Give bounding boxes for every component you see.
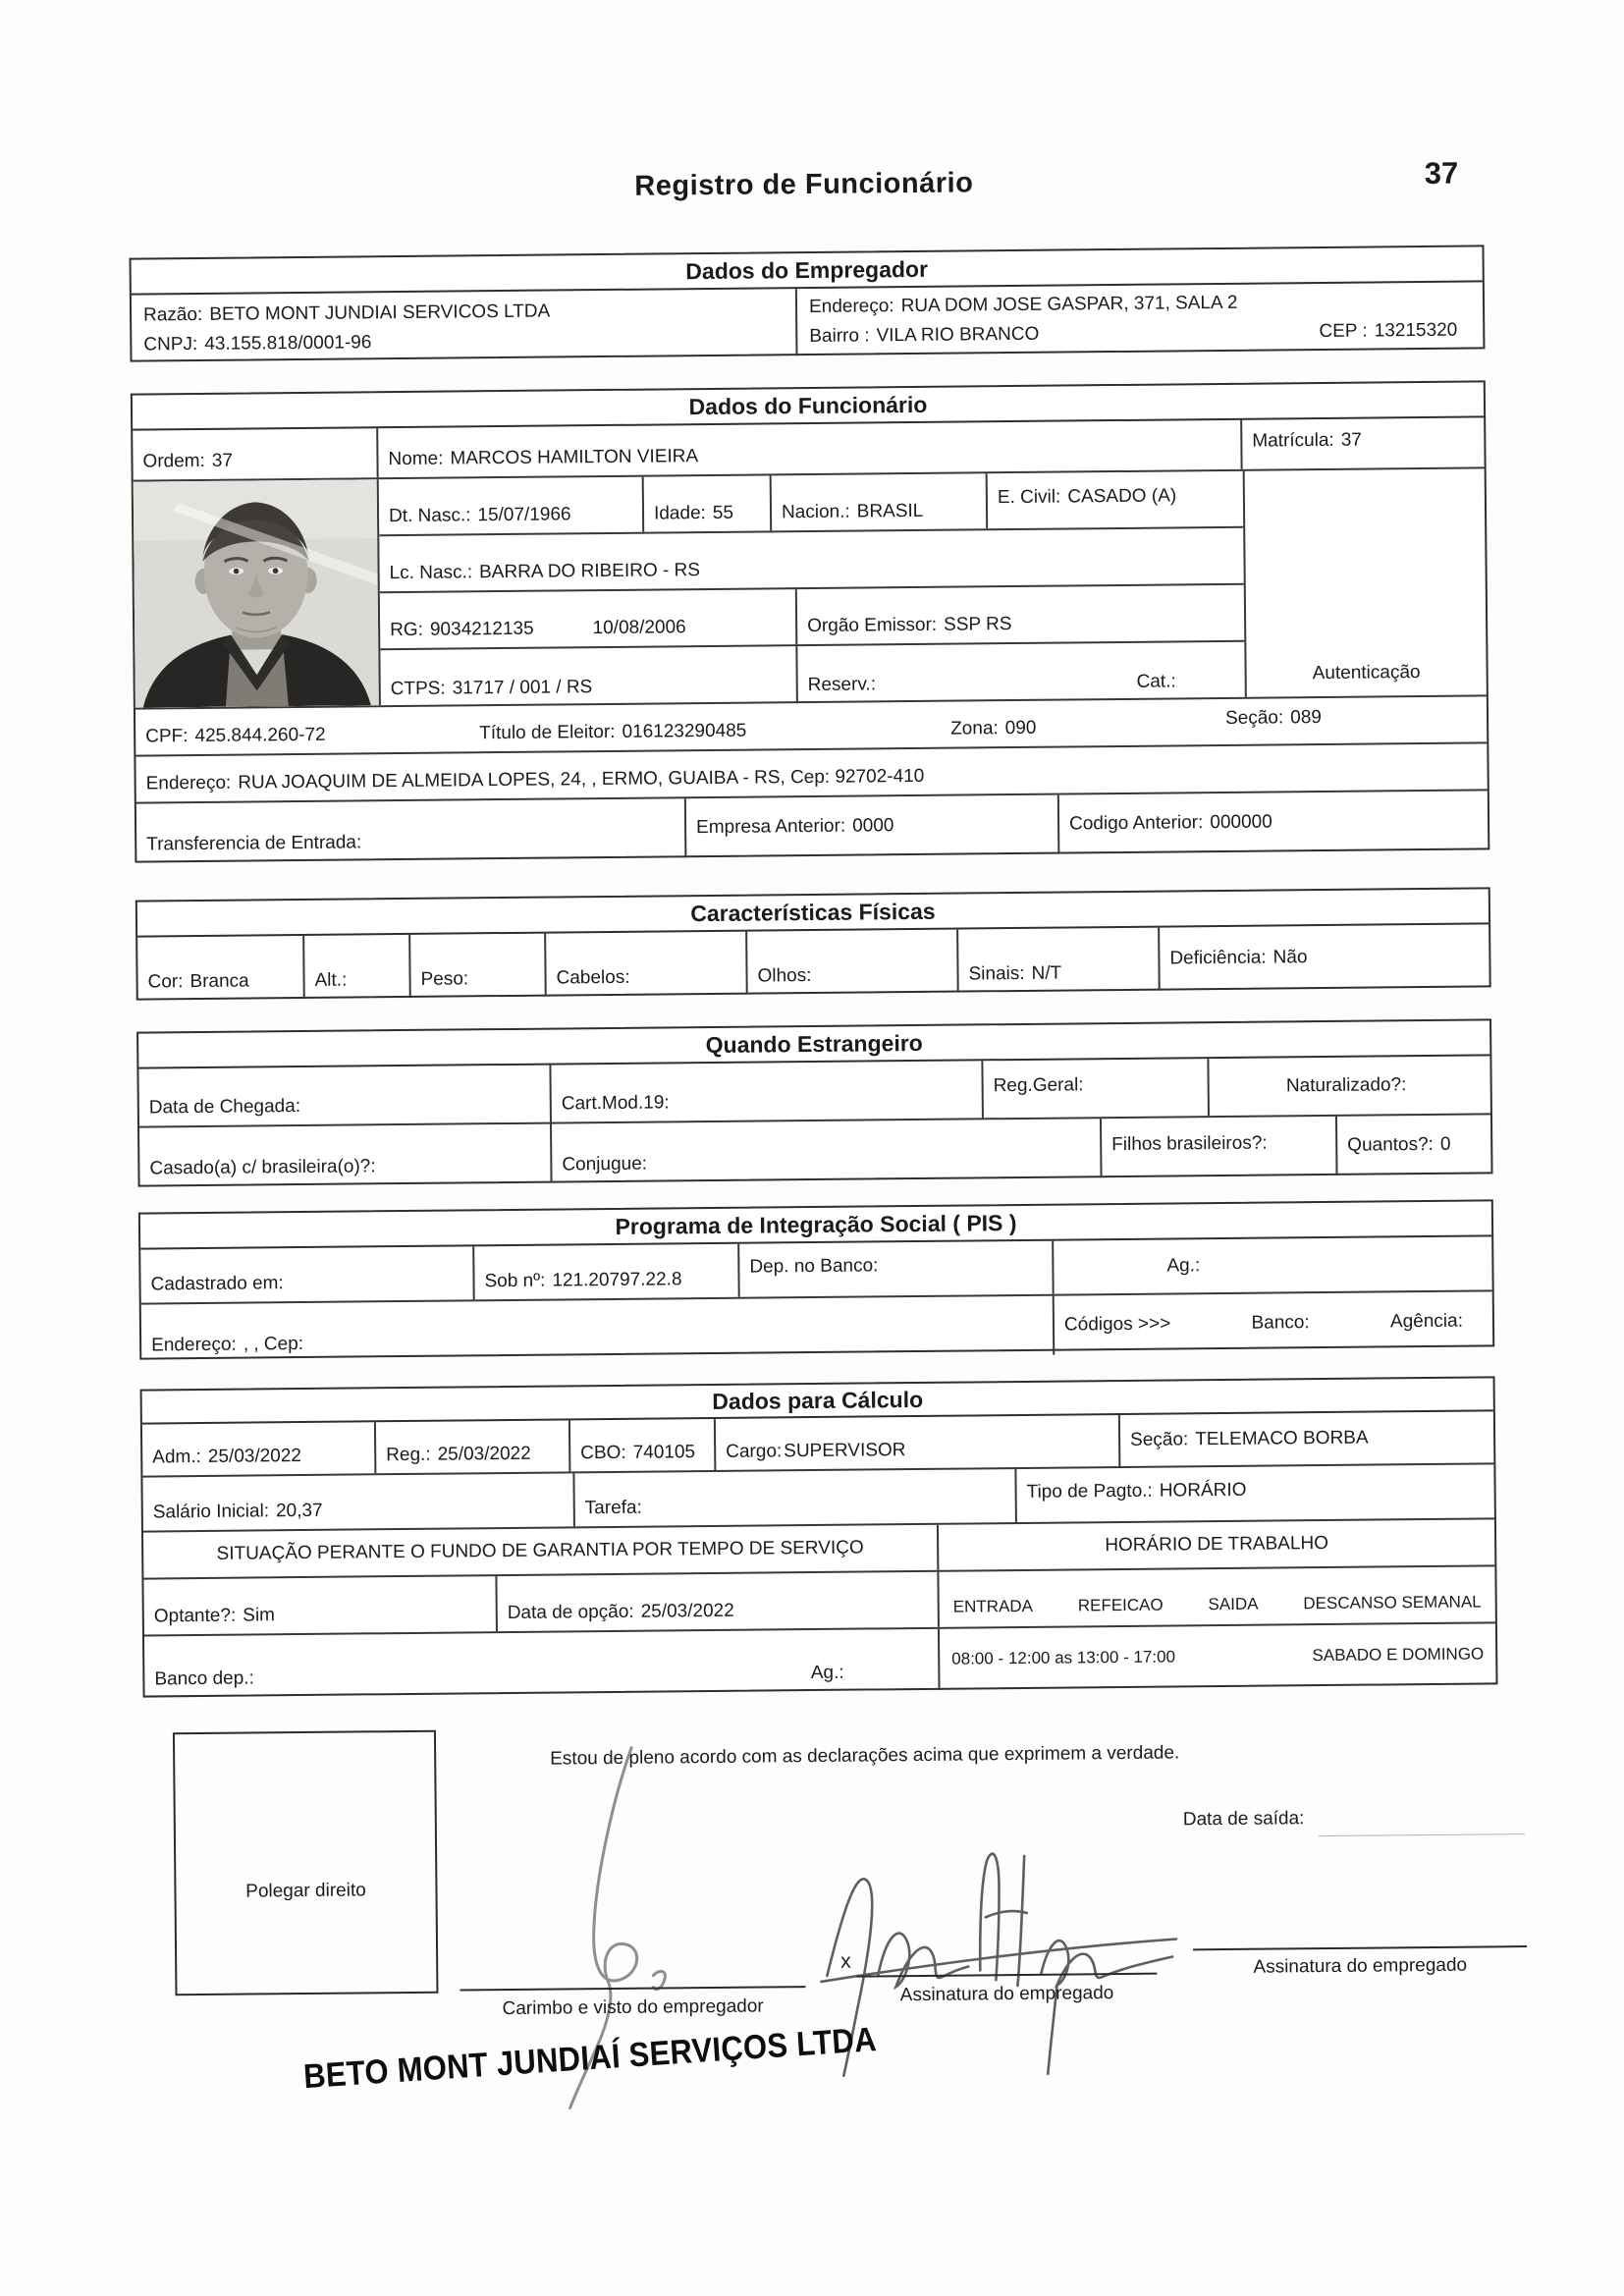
field-tarefa — [574, 1469, 1016, 1526]
horario-trabalho-titulo-text: HORÁRIO DE TRABALHO — [1105, 1532, 1329, 1557]
data-saida-label: Data de saída: — [1182, 1808, 1305, 1831]
cpf-value: 425.844.260-72 — [194, 724, 326, 747]
endereco-empresa-value: RUA DOM JOSE GASPAR, 371, SALA 2 — [900, 292, 1238, 317]
ag-label: Ag.: — [1166, 1255, 1201, 1277]
endereco-funcionario-value: RUA JOAQUIM DE ALMEIDA LOPES, 24, , ERMO, GUAIBA - RS, Cep: 92702-410 — [238, 765, 925, 793]
field-secao-trabalho — [1120, 1411, 1493, 1466]
cadastrado-em-label: Cadastrado em: — [150, 1273, 284, 1295]
data-chegada-label: Data de Chegada: — [148, 1096, 301, 1119]
field-orgao-emissor — [797, 585, 1245, 644]
transferencia-label: Transferencia de Entrada: — [146, 832, 362, 855]
field-cor — [137, 936, 305, 1001]
adm-value: 25/03/2022 — [207, 1446, 302, 1467]
empresa-anterior-label: Empresa Anterior: — [696, 815, 846, 839]
funcionario-middle-rows — [379, 471, 1245, 707]
field-cargo — [716, 1415, 1120, 1470]
field-peso — [410, 934, 547, 998]
section-caracteristicas-header: Características Físicas — [137, 889, 1489, 937]
zona-label: Zona: — [950, 718, 999, 739]
dt-nasc-value: 15/07/1966 — [477, 504, 571, 526]
carimbo-line — [460, 1986, 805, 1991]
x-mark: x — [840, 1949, 851, 1973]
section-pis-header: Programa de Integração Social ( PIS ) — [140, 1201, 1491, 1249]
optante-value: Sim — [243, 1605, 276, 1626]
row-estrangeiro-2 — [139, 1115, 1491, 1186]
horario-refeicao-label: REFEICAO — [1077, 1595, 1164, 1615]
row-transferencia — [136, 791, 1489, 862]
reg-label: Reg.: — [386, 1444, 431, 1466]
banco-dep-label: Banco dep.: — [154, 1667, 254, 1690]
naturalizado-label: Naturalizado?: — [1285, 1074, 1407, 1097]
assinatura-label-2: Assinatura do empregado — [1253, 1954, 1468, 1978]
idade-value: 55 — [712, 502, 734, 523]
field-cpf — [135, 706, 469, 754]
horario-descanso-label: DESCANSO SEMANAL — [1303, 1592, 1482, 1613]
field-autenticacao — [1243, 468, 1487, 696]
field-casado-brasileira — [139, 1124, 553, 1187]
fgts-titulo — [143, 1525, 939, 1578]
field-e-civil — [988, 471, 1244, 528]
field-quantos — [1337, 1115, 1491, 1175]
cor-label: Cor: — [147, 971, 184, 993]
cep-value: 13215320 — [1374, 319, 1458, 342]
cargo-value: SUPERVISOR — [784, 1440, 906, 1462]
section-empregador — [130, 245, 1486, 361]
codigos-agencia-label: Agência: — [1389, 1310, 1464, 1333]
horario-saida-label: SAIDA — [1208, 1594, 1259, 1614]
field-lc-nasc — [379, 528, 1243, 591]
field-titulo-eleitor — [469, 702, 941, 752]
orgao-emissor-label: Orgão Emissor: — [807, 614, 938, 637]
cpf-label: CPF: — [145, 726, 189, 747]
idade-label: Idade: — [653, 503, 706, 524]
data-opcao-value: 25/03/2022 — [640, 1600, 734, 1622]
codigo-anterior-label: Codigo Anterior: — [1068, 812, 1204, 835]
cep-label: CEP : — [1319, 320, 1368, 343]
filhos-brasileiros-label: Filhos brasileiros?: — [1111, 1132, 1268, 1155]
nome-value: MARCOS HAMILTON VIEIRA — [450, 446, 699, 469]
titulo-eleitor-label: Título de Eleitor: — [479, 721, 616, 744]
bairro-label: Bairro : — [809, 325, 870, 347]
row-ctps — [380, 642, 1245, 707]
cbo-label: CBO: — [580, 1442, 626, 1464]
matricula-label: Matrícula: — [1252, 429, 1334, 452]
adm-label: Adm.: — [152, 1446, 201, 1468]
polegar-box — [173, 1730, 439, 1996]
nacion-label: Nacion.: — [781, 501, 850, 523]
secao-trabalho-value: TELEMACO BORBA — [1195, 1427, 1369, 1450]
empresa-anterior-value: 0000 — [852, 815, 894, 837]
matricula-value: 37 — [1340, 429, 1363, 451]
field-cart-mod — [551, 1061, 984, 1121]
assinatura-line — [856, 1973, 1157, 1978]
razao-label: Razão: — [142, 303, 203, 326]
field-cnpj — [143, 324, 784, 359]
horario-valor: 08:00 - 12:00 as 13:00 - 17:00 — [951, 1647, 1176, 1668]
endereco-empresa-label: Endereço: — [808, 296, 894, 317]
section-funcionario-header: Dados do Funcionário — [133, 382, 1484, 430]
section-funcionario — [131, 380, 1490, 862]
sinais-value: N/T — [1031, 962, 1062, 984]
field-empresa-anterior — [686, 795, 1060, 858]
tipo-pagto-value: HORÁRIO — [1159, 1479, 1247, 1502]
field-reserv-cat — [797, 642, 1245, 703]
company-stamp: BETO MONT JUNDIAÍ SERVIÇOS LTDA — [301, 2019, 878, 2097]
rg-value: 9034212135 — [429, 618, 534, 640]
field-idade — [644, 475, 773, 531]
field-banco-dep — [144, 1629, 941, 1698]
cabelos-label: Cabelos: — [556, 966, 630, 989]
data-saida-line — [1319, 1833, 1525, 1836]
lc-nasc-label: Lc. Nasc.: — [389, 562, 473, 584]
employee-photo-drawing — [134, 479, 379, 707]
horario-trabalho-titulo — [939, 1519, 1494, 1569]
section-calculo — [140, 1376, 1498, 1697]
fgts-titulo-text: SITUAÇÃO PERANTE O FUNDO DE GARANTIA POR TEMPO DE SERVIÇO — [216, 1537, 864, 1564]
rg-label: RG: — [390, 619, 424, 641]
field-sinais — [958, 928, 1161, 993]
field-filhos-brasileiros — [1102, 1117, 1338, 1177]
field-data-chegada — [138, 1066, 552, 1126]
page-title: Registro de Funcionário — [634, 167, 974, 202]
secao-eleitoral-label: Seção: — [1224, 706, 1284, 729]
field-dep-banco — [739, 1241, 1055, 1297]
peso-label: Peso: — [420, 968, 469, 990]
sob-no-value: 121.20797.22.8 — [552, 1269, 682, 1291]
field-sob-no — [474, 1244, 740, 1300]
codigos-banco-label: Banco: — [1251, 1312, 1310, 1334]
nome-label: Nome: — [388, 448, 444, 470]
razao-value: BETO MONT JUNDIAI SERVICOS LTDA — [209, 301, 551, 325]
dep-banco-label: Dep. no Banco: — [749, 1254, 879, 1278]
codigo-anterior-value: 000000 — [1210, 811, 1272, 834]
field-secao-eleitoral — [1216, 696, 1487, 744]
casado-brasileira-label: Casado(a) c/ brasileira(o)?: — [149, 1156, 376, 1179]
orgao-emissor-value: SSP RS — [944, 614, 1012, 635]
autenticacao-label: Autenticação — [1312, 662, 1421, 684]
field-salario-inicial — [142, 1473, 574, 1530]
secao-eleitoral-value: 089 — [1290, 706, 1323, 728]
field-alt — [304, 935, 411, 999]
conjugue-label: Conjugue: — [562, 1153, 648, 1175]
section-estrangeiro — [136, 1018, 1492, 1186]
cbo-value: 740105 — [632, 1442, 696, 1463]
horario-colunas — [939, 1566, 1495, 1626]
field-codigos — [1055, 1291, 1493, 1354]
reg-value: 25/03/2022 — [437, 1443, 531, 1465]
endereco-funcionario-label: Endereço: — [145, 772, 232, 794]
row-caracteristicas — [137, 924, 1489, 1000]
deficiencia-label: Deficiência: — [1169, 947, 1267, 969]
salario-inicial-value: 20,37 — [275, 1500, 323, 1522]
titulo-eleitor-value: 016123290485 — [622, 720, 747, 742]
sob-no-label: Sob nº: — [484, 1270, 546, 1292]
tipo-pagto-label: Tipo de Pagto.: — [1026, 1480, 1153, 1503]
empregador-left-col — [132, 289, 798, 362]
field-dt-nasc — [379, 477, 645, 535]
section-empregador-header: Dados do Empregador — [132, 246, 1483, 295]
field-ag — [1054, 1236, 1491, 1293]
empregador-body — [132, 282, 1484, 361]
assinatura-label: Assinatura do empregado — [899, 1983, 1114, 2006]
field-nome — [378, 420, 1242, 477]
employee-photo — [134, 479, 381, 707]
lc-nasc-value: BARRA DO RIBEIRO - RS — [478, 560, 701, 583]
assinatura-line-2 — [1193, 1945, 1527, 1950]
section-caracteristicas — [135, 887, 1491, 1000]
field-cep — [1319, 316, 1457, 347]
sinais-label: Sinais: — [968, 962, 1025, 985]
field-ordem — [133, 428, 378, 479]
field-deficiencia — [1160, 924, 1489, 990]
reg-geral-label: Reg.Geral: — [993, 1073, 1084, 1096]
ordem-value: 37 — [211, 450, 234, 471]
cart-mod-label: Cart.Mod.19: — [561, 1092, 670, 1115]
declaracao-text: Estou de pleno acordo com as declarações acima que exprimem a verdade. — [550, 1742, 1180, 1770]
nacion-value: BRASIL — [856, 500, 924, 522]
row-rg — [380, 585, 1245, 650]
salario-inicial-label: Salário Inicial: — [152, 1501, 270, 1523]
field-data-opcao — [497, 1572, 940, 1631]
field-cbo — [570, 1419, 716, 1471]
field-optante — [143, 1576, 498, 1634]
olhos-label: Olhos: — [757, 965, 812, 987]
tarefa-label: Tarefa: — [584, 1497, 642, 1519]
field-endereco-pis — [141, 1296, 1056, 1364]
field-ctps — [380, 646, 798, 707]
ag2-label: Ag.: — [810, 1662, 844, 1684]
field-naturalizado — [1209, 1056, 1490, 1116]
section-pis — [138, 1199, 1494, 1359]
field-zona — [941, 699, 1216, 747]
rg-date: 10/08/2006 — [592, 617, 686, 639]
cnpj-label: CNPJ: — [143, 333, 198, 355]
e-civil-value: CASADO (A) — [1067, 484, 1177, 507]
ordem-label: Ordem: — [142, 450, 205, 472]
field-rg — [380, 589, 798, 648]
row-pis-2 — [141, 1291, 1493, 1363]
ctps-label: CTPS: — [390, 678, 446, 700]
field-reg — [376, 1420, 570, 1473]
optante-label: Optante?: — [153, 1605, 237, 1627]
row-nascimento — [379, 471, 1244, 536]
data-opcao-label: Data de opção: — [507, 1601, 634, 1624]
empregador-right-col — [797, 282, 1484, 355]
carimbo-label: Carimbo e visto do empregador — [502, 1995, 764, 2020]
funcionario-middle-block — [134, 468, 1487, 709]
field-cabelos — [546, 932, 748, 997]
field-reg-geral — [983, 1059, 1210, 1118]
field-codigo-anterior — [1059, 791, 1489, 853]
cargo-label: Cargo: — [726, 1441, 783, 1462]
horario-entrada-label: ENTRADA — [952, 1596, 1034, 1616]
field-transferencia — [136, 798, 687, 862]
row-lc-nasc — [379, 528, 1244, 593]
ctps-value: 31717 / 001 / RS — [452, 677, 593, 699]
field-matricula — [1242, 417, 1484, 468]
alt-label: Alt.: — [314, 969, 348, 991]
endereco-pis-label: Endereço: — [151, 1334, 237, 1356]
deficiencia-value: Não — [1272, 947, 1308, 968]
polegar-label: Polegar direito — [245, 1880, 366, 1902]
bairro-value: VILA RIO BRANCO — [876, 323, 1040, 347]
zona-value: 090 — [1004, 717, 1037, 739]
e-civil-label: E. Civil: — [997, 486, 1061, 508]
horario-valores — [940, 1623, 1496, 1689]
field-conjugue — [552, 1119, 1103, 1182]
field-olhos — [747, 930, 959, 995]
quantos-label: Quantos?: — [1347, 1133, 1435, 1156]
section-calculo-header: Dados para Cálculo — [142, 1378, 1493, 1424]
cor-value: Branca — [189, 970, 249, 993]
codigos-label: Códigos >>> — [1063, 1313, 1171, 1336]
section-estrangeiro-header: Quando Estrangeiro — [138, 1020, 1489, 1068]
field-nacion — [772, 473, 989, 530]
reserv-label: Reserv.: — [807, 674, 877, 696]
field-adm — [142, 1422, 376, 1475]
page-number: 37 — [1424, 155, 1459, 191]
endereco-pis-value: , , Cep: — [243, 1333, 304, 1355]
field-cadastrado-em — [140, 1246, 475, 1302]
row-calculo-5 — [144, 1623, 1496, 1697]
dt-nasc-label: Dt. Nasc.: — [388, 505, 471, 527]
cat-label: Cat.: — [1136, 671, 1176, 692]
field-tipo-pagto — [1016, 1464, 1493, 1522]
quantos-value: 0 — [1439, 1133, 1451, 1155]
descanso-valor: SABADO E DOMINGO — [1312, 1644, 1485, 1666]
secao-trabalho-label: Seção: — [1130, 1429, 1189, 1450]
cnpj-value: 43.155.818/0001-96 — [204, 332, 372, 355]
